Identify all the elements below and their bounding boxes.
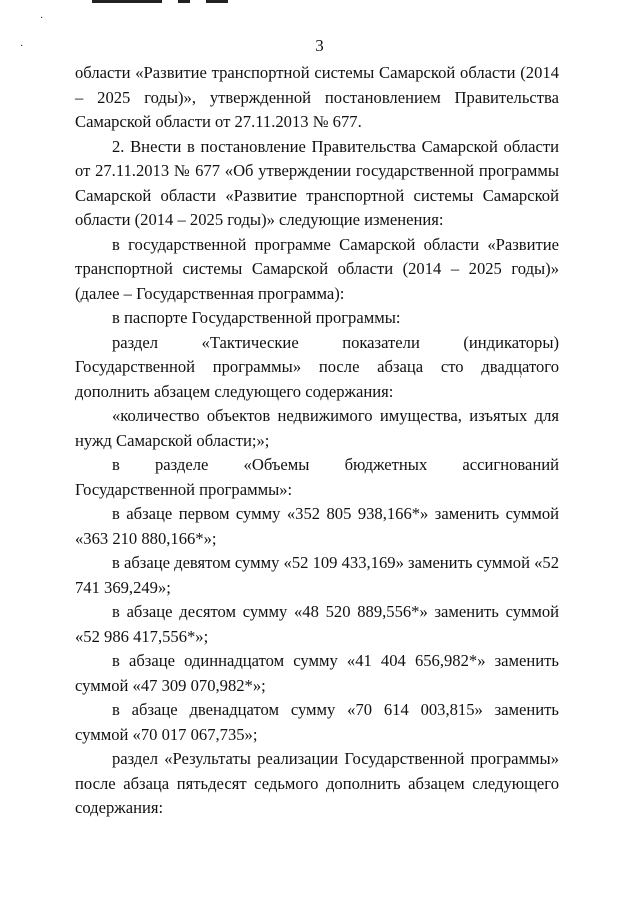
scan-artifact-dot: · (40, 13, 44, 24)
scan-artifact-dot: ˈ (519, 375, 523, 386)
paragraph: 2. Внести в постановление Правительства Самарской области от 27.11.2013 № 677 «Об утверждении государственной программы Самарской области «Развитие транспортной системы Самарской области (2014 – 2025 годы)» следующие изменения: (75, 136, 559, 229)
scan-artifact-line (92, 0, 162, 3)
paragraph: в абзаце первом сумму «352 805 938,166*» заменить суммой «363 210 880,166*»; (75, 504, 559, 548)
scan-artifact-line (206, 0, 228, 3)
paragraph: «количество объектов недвижимого имущества, изъятых для нужд Самарской области;»; (75, 406, 559, 450)
scan-artifact-line (178, 0, 190, 3)
page-number: 3 (315, 36, 324, 55)
paragraph: раздел «Результаты реализации Государственной программы» после абзаца пятьдесят седьмого дополнить абзацем следующего содержания: (75, 749, 559, 817)
paragraph: в разделе «Объемы бюджетных ассигнований Государственной программы»: (75, 455, 559, 499)
paragraph: в государственной программе Самарской области «Развитие транспортной системы Самарской области (2014 – 2025 годы)» (далее – Государственная программа): (75, 234, 559, 303)
scan-artifact-dot: · (20, 41, 24, 52)
paragraph: в абзаце девятом сумму «52 109 433,169» заменить суммой «52 741 369,249»; (75, 553, 559, 597)
paragraph: раздел «Тактические показатели (индикаторы) Государственной программы» после абзаца сто двадцатого дополнить абзацем следующего содержания: (75, 332, 559, 401)
paragraph: в паспорте Государственной программы: (112, 308, 401, 327)
paragraph: области «Развитие транспортной системы Самарской области (2014 – 2025 годы)», утвержденной постановлением Правительства Самарской области от 27.11.2013 № 677. (75, 63, 559, 131)
document-body (75, 61, 559, 821)
paragraph: в абзаце одиннадцатом сумму «41 404 656,982*» заменить суммой «47 309 070,982*»; (75, 651, 559, 695)
paragraph: в абзаце десятом сумму «48 520 889,556*» заменить суммой «52 986 417,556*»; (75, 602, 559, 646)
paragraph: в абзаце двенадцатом сумму «70 614 003,815» заменить суммой «70 017 067,735»; (75, 700, 559, 744)
